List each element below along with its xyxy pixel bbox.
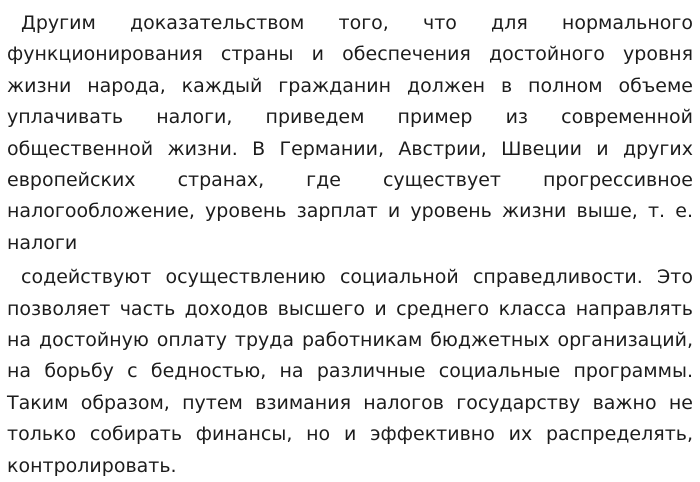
paragraph-2: содействуют осуществлению социальной справедливости. Это позволяет часть доходов высшего и среднего класса направлять на достойную оплату труда работникам бюджетных организаций, на борьбу с бедностью, на различные социальные программы. Таким образом, путем взимания налогов государству важно не только собирать финансы, но и эффективно их распределять, контролировать. — [7, 266, 693, 477]
paragraph-1: Другим доказательством того, что для нормального функционирования страны и обеспечения достойного уровня жизни народа, каждый гражданин должен в полном объеме уплачивать налоги, приведем пример из современной общественной жизни. В Германии, Австрии, Швеции и других европейских странах, где существует прогрессивное налогообложение, уровень зарплат и уровень жизни выше, т. е. налоги — [7, 12, 693, 254]
document-body — [7, 8, 693, 482]
